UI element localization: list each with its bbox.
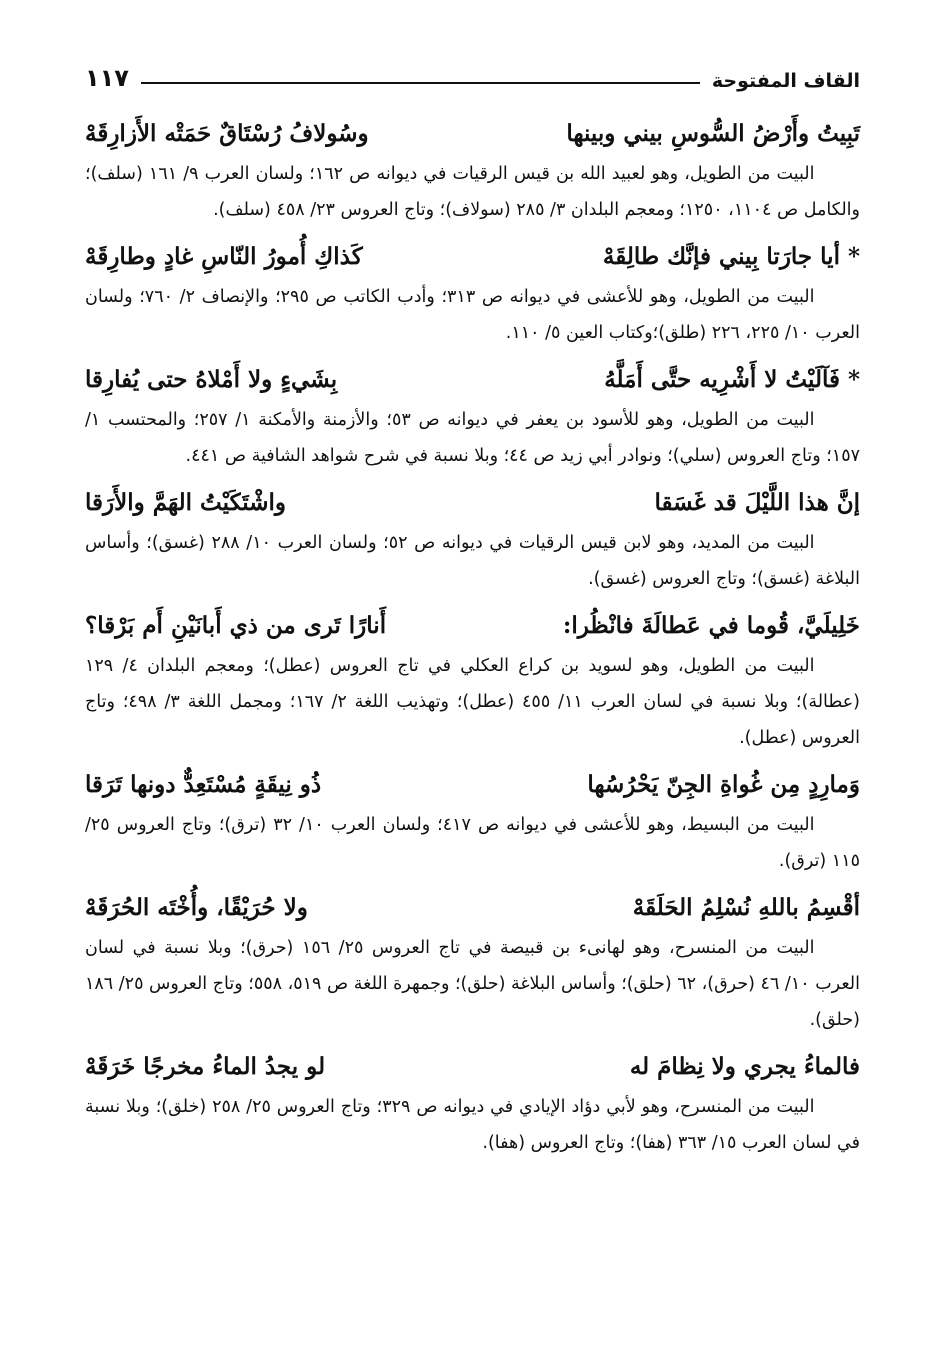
verse-line [85, 481, 860, 525]
verse-second-hemistich: واشْتَكَيْتُ الهَمَّ والأَرَقا [85, 489, 286, 516]
verse-second-hemistich: كَذاكِ أُمورُ النّاسِ غادٍ وطارِقَهْ [85, 243, 363, 270]
verse-first-hemistich: وَمارِدٍ مِن غُواةِ الجِنّ يَحْرُسُها [587, 771, 860, 798]
verse-entry [85, 1045, 860, 1161]
verse-line [85, 235, 860, 279]
page-header [85, 52, 860, 92]
verse-line [85, 358, 860, 402]
verse-first-hemistich: أقْسِمُ باللهِ نُسْلِمُ الحَلَقَهْ [632, 894, 860, 921]
verse-commentary: البيت من الطويل، وهو للأسود بن يعفر في ديوانه ص ٥٣؛ والأزمنة والأمكنة ١/ ٢٥٧؛ والمحتسب ١/ ١٥٧؛ وتاج العروس (سلي)؛ ونوادر أبي زيد ص ٤٤؛ وبلا نسبة في شرح شواهد الشافية ص ٤٤١. [85, 410, 860, 466]
verse-first-hemistich: إنَّ هذا اللَّيْلَ قد غَسَقا [654, 489, 860, 516]
verse-commentary: البيت من الطويل، وهو للأعشى في ديوانه ص ٣١٣؛ وأدب الكاتب ص ٢٩٥؛ والإنصاف ٢/ ٧٦٠؛ ولسان العرب ١٠/ ٢٢٥، ٢٢٦ (طلق)؛وكتاب العين ٥/ ١١٠. [85, 287, 860, 343]
verse-first-hemistich: فالماءُ يجري ولا نِظامَ له [629, 1053, 860, 1080]
verse-entry [85, 112, 860, 228]
verse-first-hemistich: * فَآلَيْتُ لا أَشْرِيه حتَّى أَمَلَّهُ [604, 366, 860, 393]
running-title: القاف المفتوحة [711, 70, 860, 92]
verse-second-hemistich: ولا حُرَيْقًا، وأُخْتَه الحُرَقَهْ [85, 894, 308, 921]
verse-first-hemistich: * أيا جارَتا بِيني فإنَّك طالِقَهْ [602, 243, 860, 270]
verse-entry [85, 358, 860, 474]
verse-commentary: البيت من المديد، وهو لابن قيس الرقيات في ديوانه ص ٥٢؛ ولسان العرب ١٠/ ٢٨٨ (غسق)؛ وأساس البلاغة (غسق)؛ وتاج العروس (غسق). [85, 533, 860, 589]
verse-first-hemistich: تَبِيتُ وأَرْضُ السُّوسِ بيني وبينها [566, 120, 860, 147]
verse-entry [85, 235, 860, 351]
verse-line [85, 1045, 860, 1089]
verse-line [85, 886, 860, 930]
verse-second-hemistich: ذُو نِيقَةٍ مُسْتَعِدٌّ دونها تَرَقا [85, 771, 322, 798]
verse-second-hemistich: أَنارًا تَرى من ذي أَبانَيْنِ أَم بَرْقا؟ [85, 612, 387, 639]
verse-commentary: البيت من المنسرح، وهو لأبي دؤاد الإيادي في ديوانه ص ٣٢٩؛ وتاج العروس ٢٥/ ٢٥٨ (خلق)؛ وبلا نسبة في لسان العرب ١٥/ ٣٦٣ (هفا)؛ وتاج العروس (هفا). [85, 1097, 860, 1153]
verse-second-hemistich: لو يجدُ الماءُ مخرجًا خَرَقَهْ [85, 1053, 326, 1080]
verse-second-hemistich: وسُولافُ رُسْتَاقٌ حَمَتْه الأَزارِقَهْ [85, 120, 369, 147]
header-rule [141, 82, 700, 84]
verse-commentary: البيت من البسيط، وهو للأعشى في ديوانه ص ٤١٧؛ ولسان العرب ١٠/ ٣٢ (ترق)؛ وتاج العروس ٢٥/ ١١٥ (ترق). [85, 815, 860, 871]
verse-entry [85, 886, 860, 1038]
verse-entry [85, 481, 860, 597]
verse-line [85, 112, 860, 156]
verse-commentary: البيت من الطويل، وهو لسويد بن كراع العكلي في تاج العروس (عطل)؛ ومعجم البلدان ٤/ ١٢٩ (عطالة)؛ وبلا نسبة في لسان العرب ١١/ ٤٥٥ (عطل)؛ وتهذيب اللغة ٢/ ١٦٧؛ ومجمل اللغة ٣/ ٤٩٨؛ وتاج العروس (عطل). [85, 656, 860, 748]
verse-line [85, 763, 860, 807]
verse-entry [85, 604, 860, 756]
verse-commentary: البيت من الطويل، وهو لعبيد الله بن قيس الرقيات في ديوانه ص ١٦٢؛ ولسان العرب ٩/ ١٦١ (سلف)؛ والكامل ص ١١٠٤، ١٢٥٠؛ ومعجم البلدان ٣/ ٢٨٥ (سولاف)؛ وتاج العروس ٢٣/ ٤٥٨ (سلف). [85, 164, 860, 220]
page-number: ١١٧ [85, 64, 129, 92]
verse-entry [85, 763, 860, 879]
verse-line [85, 604, 860, 648]
verse-commentary: البيت من المنسرح، وهو لهانىء بن قبيصة في تاج العروس ٢٥/ ١٥٦ (حرق)؛ وبلا نسبة في لسان العرب ١٠/ ٤٦ (حرق)، ٦٢ (حلق)؛ وأساس البلاغة (حلق)؛ وجمهرة اللغة ص ٥١٩، ٥٥٨؛ وتاج العروس ٢٥/ ١٨٦ (حلق). [85, 938, 860, 1030]
verse-first-hemistich: خَلِيلَيَّ، قُوما في عَطالَةَ فانْظُرا: [562, 612, 860, 639]
verse-second-hemistich: بِشَيءٍ ولا أَمْلاهُ حتى يُفارِقا [85, 366, 338, 393]
